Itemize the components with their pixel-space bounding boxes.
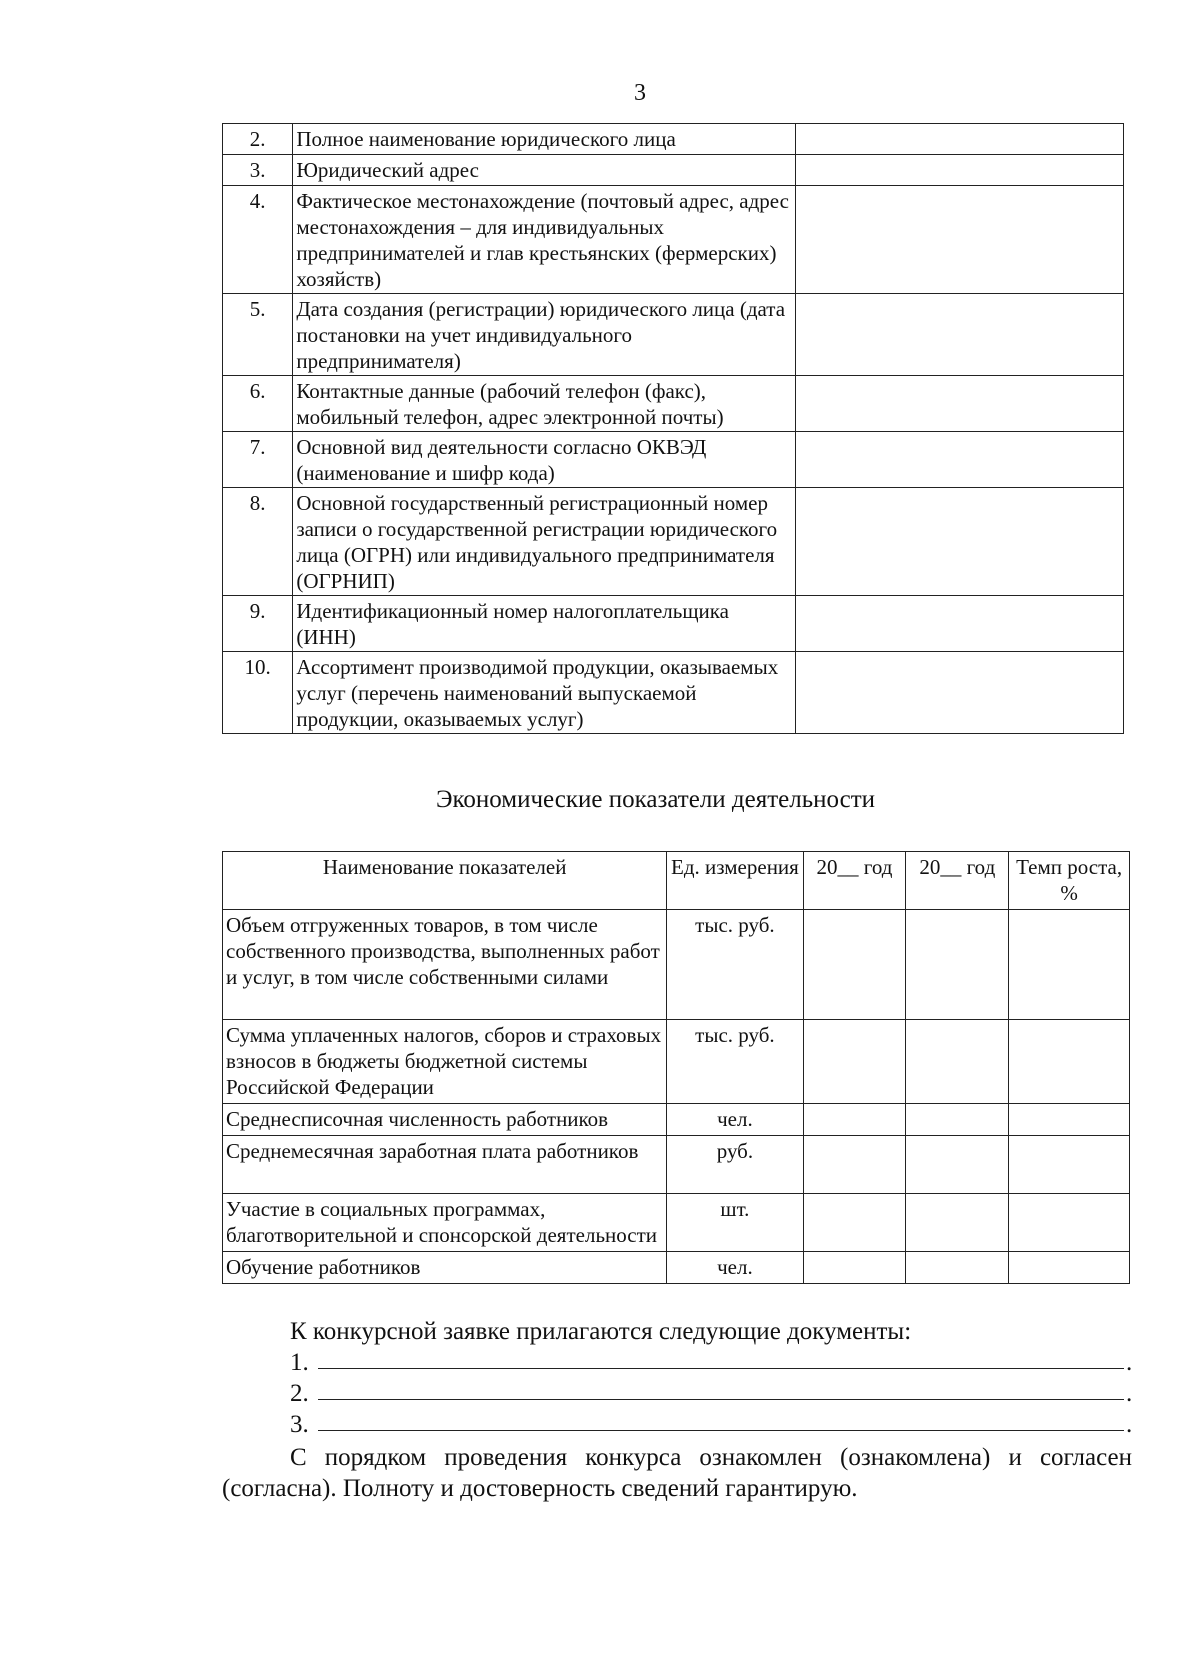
table-row [223,1194,1130,1252]
agreement-paragraph: С порядком проведения конкурса ознакомлен (ознакомлена) и согласен (согласна). Полноту и достоверность сведений гарантирую. [222,1444,1132,1502]
table-row [223,652,1124,734]
page-number: 3 [634,80,646,106]
year-1-value-cell[interactable] [803,910,906,1020]
table-row [223,910,1130,1020]
indicator-name: Среднесписочная численность работников [223,1104,667,1136]
table-row [223,155,1124,186]
attachment-line [222,1409,1132,1440]
value-cell[interactable] [795,186,1123,294]
table-row [223,1104,1130,1136]
year-1-value-cell[interactable] [803,1020,906,1104]
year-2-value-cell[interactable] [906,1136,1009,1194]
row-number: 2. [223,124,293,155]
growth-rate-cell[interactable] [1009,1194,1130,1252]
indicator-name: Участие в социальных программах, благотворительной и спонсорской деятельности [223,1194,667,1252]
indicator-unit: чел. [667,1252,803,1284]
attachment-blank-field[interactable] [318,1368,1124,1369]
year-2-value-cell[interactable] [906,1194,1009,1252]
indicator-unit: чел. [667,1104,803,1136]
attachment-blank-field[interactable] [318,1430,1124,1431]
year-2-value-cell[interactable] [906,1020,1009,1104]
value-cell[interactable] [795,124,1123,155]
table-row [223,1252,1130,1284]
header-unit: Ед. измерения [667,852,803,910]
value-cell[interactable] [795,294,1123,376]
row-number: 6. [223,376,293,432]
row-label: Юридический адрес [293,155,795,186]
row-number: 4. [223,186,293,294]
indicator-unit: руб. [667,1136,803,1194]
row-number: 9. [223,596,293,652]
year-1-value-cell[interactable] [803,1104,906,1136]
indicator-name: Среднемесячная заработная плата работников [223,1136,667,1194]
attachment-blank-field[interactable] [318,1399,1124,1400]
year-1-value-cell[interactable] [803,1194,906,1252]
table-row [223,124,1124,155]
growth-rate-cell[interactable] [1009,910,1130,1020]
year-2-value-cell[interactable] [906,1252,1009,1284]
growth-rate-cell[interactable] [1009,1252,1130,1284]
row-label: Дата создания (регистрации) юридического лица (дата постановки на учет индивидуального предпринимателя) [293,294,795,376]
header-year-2: 20__ год [906,852,1009,910]
attachment-end-mark: . [1126,1411,1133,1438]
attachment-number: 3. [290,1411,309,1438]
row-label: Фактическое местонахождение (почтовый адрес, адрес местонахождения – для индивидуальных предпринимателей и глав крестьянских (фермерских) хозяйств) [293,186,795,294]
indicator-name: Обучение работников [223,1252,667,1284]
value-cell[interactable] [795,376,1123,432]
row-label: Основной вид деятельности согласно ОКВЭД (наименование и шифр кода) [293,432,795,488]
value-cell[interactable] [795,432,1123,488]
attachment-end-mark: . [1126,1349,1133,1376]
economic-indicators-table [222,851,1130,1284]
row-label: Основной государственный регистрационный номер записи о государственной регистрации юридического лица (ОГРН) или индивидуального предпринимателя (ОГРНИП) [293,488,795,596]
header-indicator-name: Наименование показателей [223,852,667,910]
attachment-number: 1. [290,1349,309,1376]
row-number: 3. [223,155,293,186]
year-2-value-cell[interactable] [906,910,1009,1020]
indicator-unit: тыс. руб. [667,910,803,1020]
table-row [223,1020,1130,1104]
table-row [223,186,1124,294]
row-number: 10. [223,652,293,734]
attachments-section [222,1316,1132,1504]
header-growth-rate: Темп роста, % [1009,852,1130,910]
value-cell[interactable] [795,155,1123,186]
table-row [223,1136,1130,1194]
growth-rate-cell[interactable] [1009,1104,1130,1136]
attachment-number: 2. [290,1380,309,1407]
table-row [223,488,1124,596]
row-number: 5. [223,294,293,376]
organization-info-table [222,123,1124,734]
table-row [223,596,1124,652]
indicator-name: Сумма уплаченных налогов, сборов и страховых взносов в бюджеты бюджетной системы Российской Федерации [223,1020,667,1104]
indicator-unit: шт. [667,1194,803,1252]
indicator-name: Объем отгруженных товаров, в том числе собственного производства, выполненных работ и услуг, в том числе собственными силами [223,910,667,1020]
growth-rate-cell[interactable] [1009,1136,1130,1194]
row-label: Контактные данные (рабочий телефон (факс), мобильный телефон, адрес электронной почты) [293,376,795,432]
growth-rate-cell[interactable] [1009,1020,1130,1104]
attachment-line [222,1347,1132,1378]
row-label: Полное наименование юридического лица [293,124,795,155]
indicator-unit: тыс. руб. [667,1020,803,1104]
year-1-value-cell[interactable] [803,1136,906,1194]
year-1-value-cell[interactable] [803,1252,906,1284]
row-number: 8. [223,488,293,596]
attachment-line [222,1378,1132,1409]
attachments-heading: К конкурсной заявке прилагаются следующие документы: [290,1318,912,1345]
section-title: Экономические показатели деятельности [436,786,876,813]
row-label: Идентификационный номер налогоплательщика (ИНН) [293,596,795,652]
table-row [223,294,1124,376]
table-row [223,432,1124,488]
table-header-row [223,852,1130,910]
row-label: Ассортимент производимой продукции, оказываемых услуг (перечень наименований выпускаемой продукции, оказываемых услуг) [293,652,795,734]
table-row [223,376,1124,432]
header-year-1: 20__ год [803,852,906,910]
year-2-value-cell[interactable] [906,1104,1009,1136]
value-cell[interactable] [795,488,1123,596]
value-cell[interactable] [795,596,1123,652]
attachment-end-mark: . [1126,1380,1133,1407]
row-number: 7. [223,432,293,488]
value-cell[interactable] [795,652,1123,734]
